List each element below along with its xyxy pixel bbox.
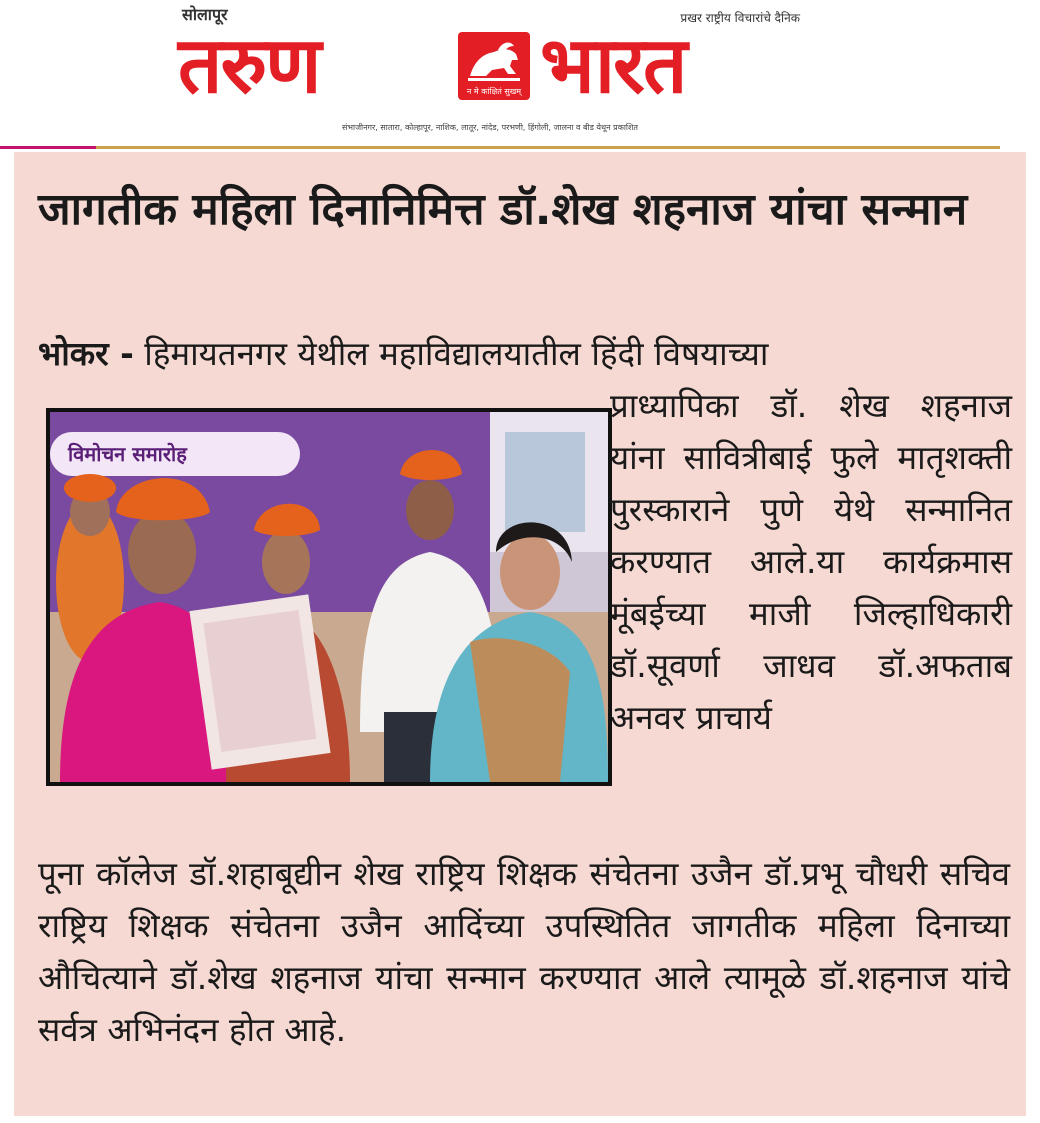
masthead-rule-accent xyxy=(0,146,96,149)
masthead-tagline: प्रखर राष्ट्रीय विचारांचे दैनिक xyxy=(680,11,800,25)
article-lead-line xyxy=(38,328,1010,380)
article-dateline: भोकर - xyxy=(38,334,134,373)
event-photo xyxy=(46,408,612,786)
lion-emblem-icon xyxy=(458,32,530,100)
masthead xyxy=(0,0,1040,150)
photo-banner-text: विमोचन समारोह xyxy=(68,442,187,466)
edition-city: सोलापूर xyxy=(182,5,228,24)
brand-name-right: भारत xyxy=(540,21,686,111)
edition-list: संभाजीनगर, सातारा, कोल्हापूर, नाशिक, लातूर, नांदेड, परभणी, हिंगोली, जालना व बीड येथून प्रकाशित xyxy=(341,123,638,132)
photo-scene xyxy=(50,412,608,782)
brand-name-left: तरुण xyxy=(178,21,320,111)
emblem-motto: न मे कांक्षितं सुखम् xyxy=(466,87,522,96)
article-lead: हिमायतनगर येथील महाविद्यालयातील हिंदी विषयाच्या xyxy=(144,334,769,373)
masthead-rule xyxy=(96,146,1000,149)
article-side-text: प्राध्यापिका डॉ. शेख शहनाज यांना सावित्रीबाई फुले मातृशक्ती पुरस्काराने पुणे येथे सन्मानित करण्यात आले.या कार्यक्रमास मूंबईच्या माजी जिल्हाधिकारी डॉ.सूवर्णा जाधव डॉ.अफताब अनवर प्राचार्य xyxy=(610,386,1012,737)
article-continuation: पूना कॉलेज डॉ.शहाबूद्यीन शेख राष्ट्रिय शिक्षक संचेतना उजैन डॉ.प्रभू चौधरी सचिव राष्ट्रिय शिक्षक संचेतना उजैन आदिंच्या उपस्थितित जागतीक महिला दिनाच्या औचित्याने डॉ.शेख शहनाज यांचा सन्मान करण्यात आले त्यामूळे डॉ.शहनाज यांचे सर्वत्र अभिनंदन होत आहे. xyxy=(38,854,1010,1049)
article-panel xyxy=(14,152,1026,1116)
article-headline: जागतीक महिला दिनानिमित्त डॉ.शेख शहनाज यांचा सन्मान xyxy=(38,184,968,235)
lion-shape xyxy=(464,36,524,84)
